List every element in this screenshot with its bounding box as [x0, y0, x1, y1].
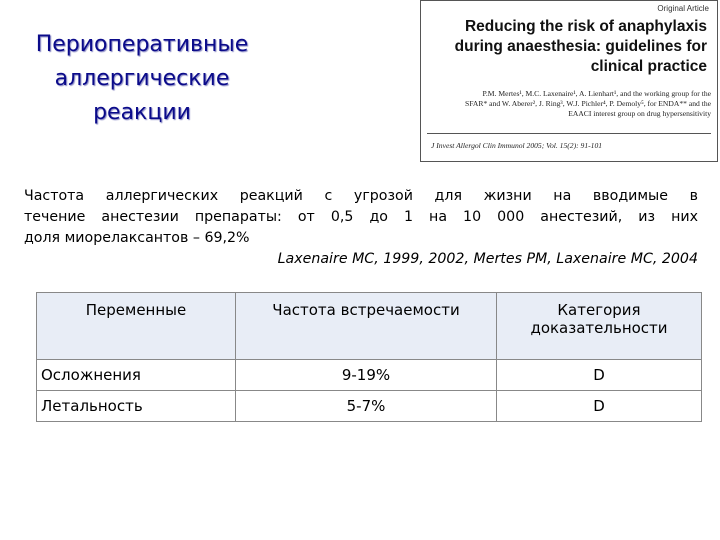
title-line: реакции	[93, 100, 191, 125]
cell-variable: Летальность	[37, 391, 236, 422]
title-line: Периоперативные	[35, 32, 249, 57]
journal-citation: J Invest Allergol Clin Immunol 2005; Vol. 15(2): 91-101	[431, 141, 603, 150]
article-divider	[427, 133, 711, 134]
data-table	[36, 292, 702, 422]
title-line: аллергические	[54, 66, 230, 91]
article-type-label: Original Article	[657, 4, 709, 13]
paragraph-line: доля миорелаксантов – 69,2%	[24, 230, 250, 246]
header-frequency: Частота встречаемости	[236, 293, 497, 360]
article-excerpt-image	[420, 0, 718, 162]
cell-frequency: 5-7%	[236, 391, 497, 422]
slide-title	[8, 28, 276, 130]
cell-category: D	[497, 391, 702, 422]
author-line: EAACI interest group on drug hypersensitivity	[568, 109, 711, 118]
article-title-line: during anaesthesia: guidelines for	[454, 38, 707, 55]
author-line: P.M. Mertes¹, M.C. Laxenaire¹, A. Lienhart¹, and the working group for the	[482, 89, 711, 98]
table-header-row	[37, 293, 702, 360]
article-title	[437, 17, 707, 77]
cell-frequency: 9-19%	[236, 360, 497, 391]
article-title-line: Reducing the risk of anaphylaxis	[464, 18, 707, 35]
body-paragraph	[24, 186, 698, 270]
author-line: SFAR* and W. Aberer², J. Ring³, W.J. Pichler⁴, P. Demoly⁵, for ENDA** and the	[465, 99, 711, 108]
article-authors	[433, 89, 711, 119]
reference-line: Laxenaire MC, 1999, 2002, Mertes PM, Laxenaire MC, 2004	[277, 251, 698, 267]
table-row	[37, 391, 702, 422]
cell-category: D	[497, 360, 702, 391]
article-title-line: clinical practice	[590, 58, 707, 75]
header-variables: Переменные	[37, 293, 236, 360]
header-evidence-category: Категория доказательности	[497, 293, 702, 360]
table-row	[37, 360, 702, 391]
cell-variable: Осложнения	[37, 360, 236, 391]
paragraph-line: Частота аллергических реакций с угрозой для жизни на вводимые в	[24, 188, 698, 204]
paragraph-line: течение анестезии препараты: от 0,5 до 1 на 10 000 анестезий, из них	[24, 209, 698, 225]
